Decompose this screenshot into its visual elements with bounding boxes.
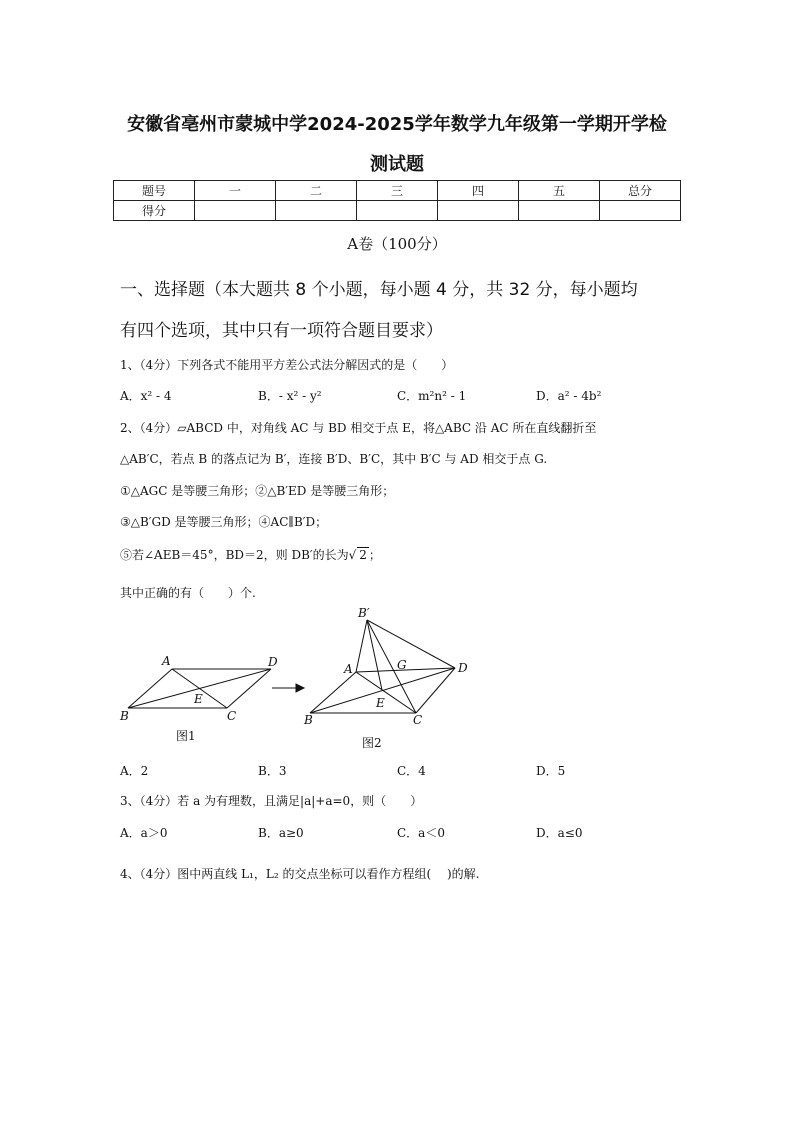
q3-option-b: B．a≥0 xyxy=(258,826,304,840)
arrow-icon xyxy=(272,684,304,692)
score-table-score-row xyxy=(114,201,681,221)
fig1-caption: 图1 xyxy=(176,729,196,743)
fig2-label-d: D xyxy=(458,661,468,675)
fig1-label-c: C xyxy=(227,709,237,723)
section-a-heading: A卷（100分） xyxy=(347,235,447,253)
fig2-edge-cd xyxy=(416,668,455,713)
figure-2-labels xyxy=(303,606,468,727)
q3-option-a: A．a＞0 xyxy=(120,826,168,840)
fig2-edge-b-prime-c xyxy=(367,620,416,713)
q4-stem: 4、（4分）图中两直线 L₁，L₂ 的交点坐标可以看作方程组( )的解. xyxy=(120,867,480,881)
score-table-cell: 总分 xyxy=(600,181,681,201)
score-table-cell: 题号 xyxy=(114,181,195,201)
q2-option-c: C．4 xyxy=(397,764,426,778)
q2-stem-line-2: △AB′C，若点 B 的落点记为 B′，连接 B′D、B′C，其中 B′C 与 AD 相交于点 G. xyxy=(120,452,548,466)
q2-statement-5 xyxy=(120,546,381,563)
score-blank-cell xyxy=(600,201,681,221)
part1-heading-line-1: 一、选择题（本大题共 8 个小题，每小题 4 分，共 32 分，每小题均 xyxy=(120,280,638,300)
q2-question: 其中正确的有（ ）个. xyxy=(120,586,256,600)
sqrt-radicand: 2 xyxy=(359,548,367,562)
q3-option-d: D．a≤0 xyxy=(536,826,583,840)
fig2-label-g: G xyxy=(397,658,407,672)
q2-statement-1-2: ①△AGC 是等腰三角形；②△B′ED 是等腰三角形； xyxy=(120,484,395,498)
q2-option-d: D．5 xyxy=(536,764,566,778)
score-blank-cell xyxy=(195,201,276,221)
score-table-cell: 五 xyxy=(519,181,600,201)
score-blank-cell xyxy=(519,201,600,221)
fig1-label-e: E xyxy=(194,692,203,706)
fig2-label-e: E xyxy=(376,696,385,710)
score-table-cell: 二 xyxy=(276,181,357,201)
score-table-cell: 四 xyxy=(438,181,519,201)
fig2-label-b: B xyxy=(304,713,313,727)
q2-statement-3-4: ③△B′GD 是等腰三角形；④AC∥B′D； xyxy=(120,515,328,529)
score-table-cell: 三 xyxy=(357,181,438,201)
score-blank-cell xyxy=(357,201,438,221)
q2-stem-line-1: 2、（4分）▱ABCD 中，对角线 AC 与 BD 相交于点 E，将△ABC 沿 AC 所在直线翻折至 xyxy=(120,421,597,435)
q2-statement-5-end: ； xyxy=(368,548,381,562)
fig2-label-a: A xyxy=(344,662,353,676)
sqrt-sign-icon: √ xyxy=(348,548,357,562)
score-blank-cell xyxy=(438,201,519,221)
fig1-label-d: D xyxy=(268,655,278,669)
q1-option-d: D．a² - 4b² xyxy=(536,389,602,403)
q1-stem: 1、（4分）下列各式不能用平方差公式法分解因式的是（ ） xyxy=(120,358,454,372)
document-title-line-1: 安徽省亳州市蒙城中学2024-2025学年数学九年级第一学期开学检 xyxy=(127,114,667,135)
score-blank-cell xyxy=(276,201,357,221)
score-table-header-row xyxy=(114,181,681,201)
q1-option-c: C．m²n² - 1 xyxy=(397,389,467,403)
fig2-caption: 图2 xyxy=(362,736,382,750)
fig2-edge-b-prime-e xyxy=(367,620,382,690)
fig1-label-b: B xyxy=(120,709,129,723)
part1-heading-line-2: 有四个选项，其中只有一项符合题目要求） xyxy=(120,321,443,341)
q3-option-c: C．a＜0 xyxy=(397,826,445,840)
score-table xyxy=(113,180,681,221)
fig2-edge-ab xyxy=(310,672,356,713)
q1-option-b: B．- x² - y² xyxy=(258,389,322,403)
q2-option-b: B．3 xyxy=(258,764,287,778)
fig1-label-a: A xyxy=(162,654,171,668)
score-table-cell: 一 xyxy=(195,181,276,201)
q1-option-a: A．x² - 4 xyxy=(120,389,172,403)
fig2-edge-ab-prime xyxy=(356,620,367,672)
q3-stem: 3、（4分）若 a 为有理数，且满足|a|+a=0，则（ ） xyxy=(120,794,423,808)
q2-statement-5-text: ⑤若∠AEB＝45°，BD＝2，则 DB′的长为 xyxy=(120,548,349,562)
q2-option-a: A．2 xyxy=(120,764,149,778)
q2-figures xyxy=(110,600,490,760)
document-title-line-2: 测试题 xyxy=(370,154,424,175)
fig2-label-b-prime: B′ xyxy=(358,606,370,620)
score-table-cell: 得分 xyxy=(114,201,195,221)
fig2-diagonal-ac xyxy=(356,672,416,713)
fig2-label-c: C xyxy=(413,713,423,727)
